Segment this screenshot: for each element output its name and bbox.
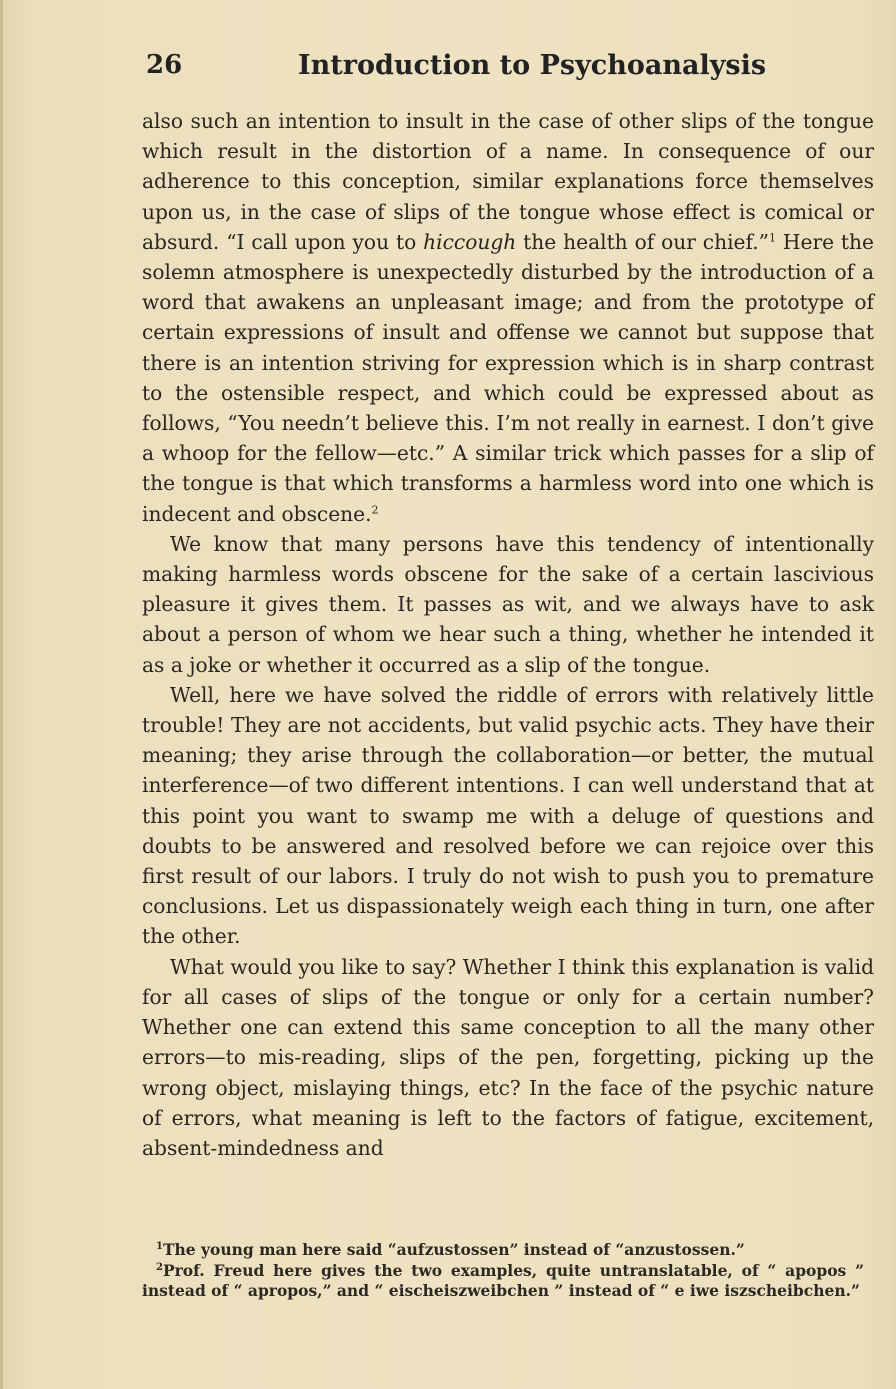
paragraph-2: We know that many persons have this tendency of intentionally making harmless words obscene for the sake of a certain lascivious pleasure it gives them. It passes as wit, and we always have to ask about a person of whom we hear such a thing, whether he intended it as a joke or whether it occurred as a slip of the tongue. bbox=[142, 531, 874, 677]
footnote-mark: 2 bbox=[156, 1261, 163, 1273]
footnotes bbox=[142, 1240, 864, 1302]
footnote-mark: 1 bbox=[156, 1240, 163, 1252]
running-header bbox=[146, 50, 767, 90]
body-text bbox=[142, 106, 874, 1163]
page-number: 26 bbox=[146, 50, 183, 80]
running-title: Introduction to Psychoanalysis bbox=[298, 50, 767, 81]
paragraph-1-part-3: Here the solemn atmosphere is unexpectedly disturbed by the introduction of a word that awakens an unpleasant image; and from the prototype of certain expressions of insult and offense we cannot but suppose that there is an intention striving for expression which is in sharp contrast to the ostensible respect, and which could be expressed about as follows, “You needn’t believe this. I’m not really in earnest. I don’t give a whoop for the fellow—etc.” A similar trick which passes for a slip of the tongue is that which transforms a harmless word into one which is indecent and obscene. bbox=[142, 229, 874, 526]
page-edge bbox=[0, 0, 3, 1389]
footnote-2 bbox=[142, 1261, 864, 1302]
paragraph-1 bbox=[142, 106, 874, 529]
footnote-1 bbox=[142, 1240, 864, 1261]
italic-word: hiccough bbox=[423, 229, 517, 254]
paragraph-4: What would you like to say? Whether I think this explanation is valid for all cases of slips of the tongue or only for a certain number? Whether one can extend this same conception to all the many other errors—to mis-reading, slips of the pen, forgetting, picking up the wrong object, mislaying things, etc? In the face of the psychic nature of errors, what meaning is left to the factors of fatigue, excitement, absent-mindedness and bbox=[142, 954, 874, 1160]
paragraph-1-part-2: the health of our chief.” bbox=[516, 229, 769, 254]
paragraph-3: Well, here we have solved the riddle of errors with relatively little trouble! They are not accidents, but valid psychic acts. They have their meaning; they arise through the collaboration—or better, the mutual interference—of two different intentions. I can well understand that at this point you want to swamp me with a deluge of questions and doubts to be answered and resolved before we can rejoice over this first result of our labors. I truly do not wish to push you to premature conclusions. Let us dispassionately weigh each thing in turn, one after the other. bbox=[142, 682, 874, 949]
footnote-ref-1: 1 bbox=[769, 231, 776, 245]
footnote-ref-2: 2 bbox=[371, 502, 379, 516]
footnote-text: Prof. Freud here gives the two examples, quite untranslatable, of “ apopos ” instead of “ apropos,” and “ eischeiszweibchen ” instead of “ e iwe iszscheibchen.” bbox=[142, 1260, 864, 1300]
footnote-text: The young man here said “aufzustossen” instead of “anzustossen.” bbox=[162, 1240, 745, 1259]
paragraph-1-part-1: also such an intention to insult in the case of other slips of the tongue which result in the distortion of a name. In consequence of our adherence to this conception, similar explanations force themselves upon us, in the case of slips of the tongue whose effect is comical or absurd. “I call upon you to bbox=[142, 109, 874, 254]
